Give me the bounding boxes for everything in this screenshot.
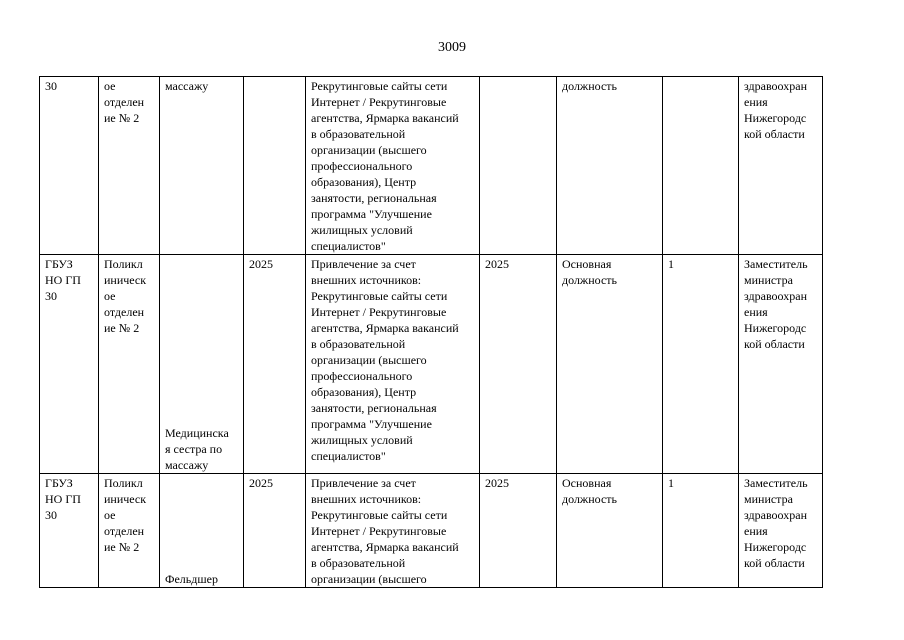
cell-responsible: Заместитель министра здравоохран ения Нижегородс кой области	[739, 255, 823, 474]
cell-employment-type: Основная должность	[557, 474, 663, 588]
cell-count: 1	[663, 255, 739, 474]
cell-organization: ГБУЗ НО ГП 30	[40, 474, 99, 588]
cell-unit: Поликл иническ ое отделен ие № 2	[99, 474, 160, 588]
cell-position: Медицинска я сестра по массажу	[160, 255, 244, 474]
cell-position: Фельдшер	[160, 474, 244, 588]
page-number: 3009	[438, 40, 466, 55]
staffing-table	[39, 76, 823, 588]
cell-position: массажу	[160, 77, 244, 255]
cell-unit: Поликл иническ ое отделен ие № 2	[99, 255, 160, 474]
cell-unit: ое отделен ие № 2	[99, 77, 160, 255]
table-row	[40, 77, 823, 255]
cell-sources: Рекрутинговые сайты сети Интернет / Рекрутинговые агентства, Ярмарка вакансий в образовательной организации (высшего профессионального образования), Центр занятости, региональная программа "Улучшение жилищных условий специалистов"	[306, 77, 480, 255]
cell-employment-type: Основная должность	[557, 255, 663, 474]
cell-count	[663, 77, 739, 255]
cell-year: 2025	[244, 474, 306, 588]
cell-sources: Привлечение за счет внешних источников: Рекрутинговые сайты сети Интернет / Рекрутинговые агентства, Ярмарка вакансий в образовательной организации (высшего профессионального образования), Центр занятости, региональная программа "Улучшение жилищных условий специалистов"	[306, 255, 480, 474]
table-row	[40, 474, 823, 588]
cell-organization: ГБУЗ НО ГП 30	[40, 255, 99, 474]
cell-year2	[480, 77, 557, 255]
table-row	[40, 255, 823, 474]
cell-responsible: Заместитель министра здравоохран ения Нижегородс кой области	[739, 474, 823, 588]
cell-employment-type: должность	[557, 77, 663, 255]
cell-sources: Привлечение за счет внешних источников: Рекрутинговые сайты сети Интернет / Рекрутинговые агентства, Ярмарка вакансий в образовательной организации (высшего	[306, 474, 480, 588]
cell-count: 1	[663, 474, 739, 588]
cell-year2: 2025	[480, 255, 557, 474]
cell-year2: 2025	[480, 474, 557, 588]
cell-organization: 30	[40, 77, 99, 255]
cell-year: 2025	[244, 255, 306, 474]
cell-year	[244, 77, 306, 255]
cell-responsible: здравоохран ения Нижегородс кой области	[739, 77, 823, 255]
